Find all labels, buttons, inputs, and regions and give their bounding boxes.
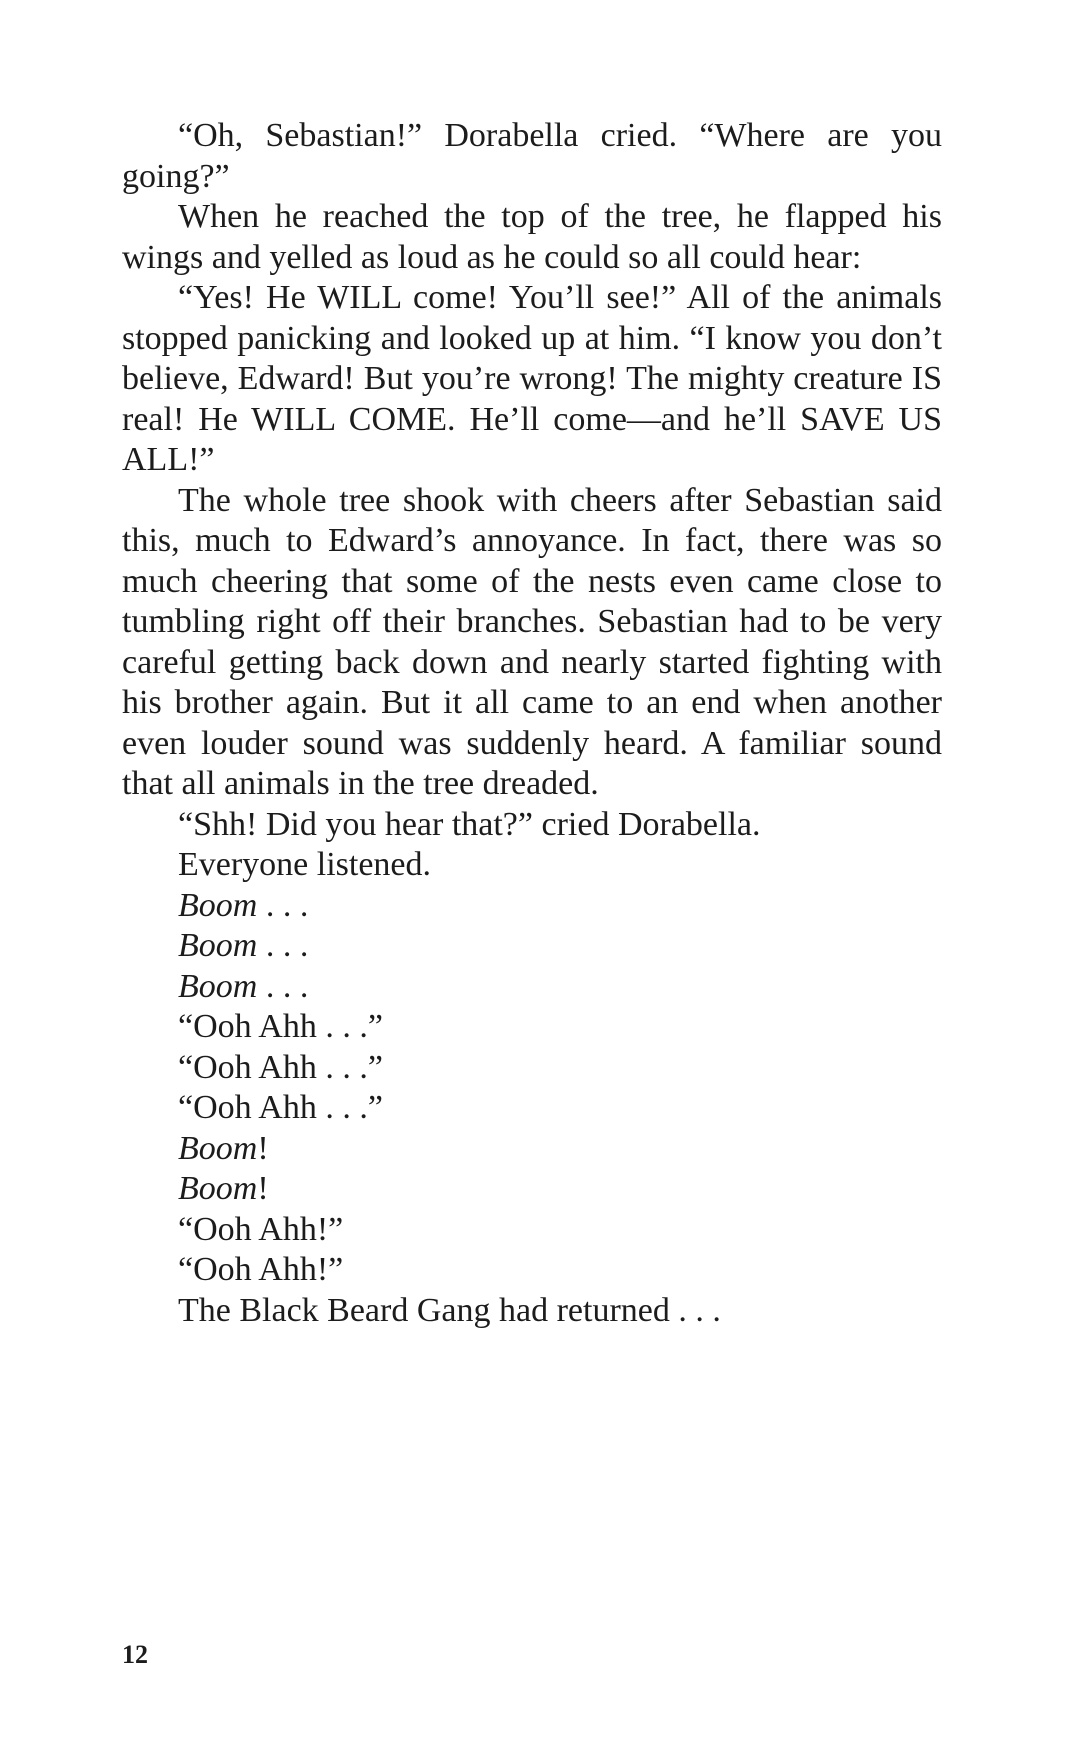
boom-ellipsis: . . . — [257, 927, 309, 964]
boom-ellipsis: . . . — [257, 886, 309, 924]
line-ooh-ahh-5: “Ooh Ahh!” — [178, 1251, 344, 1288]
line-gang-returned: The Black Beard Gang had returned . . . — [178, 1291, 721, 1329]
paragraph-dorabella-cry: “Oh, Sebastian!” Dorabella cried. “Where are you going?” — [122, 117, 942, 195]
boom-word: Boom — [178, 1170, 258, 1207]
body-text — [122, 116, 942, 1331]
line-ooh-ahh-3: “Ooh Ahh . . .” — [178, 1089, 383, 1126]
line-shh: “Shh! Did you hear that?” cried Dorabella. — [178, 805, 761, 843]
paragraph-he-will-come: “Yes! He WILL come! You’ll see!” All of the animals stopped panicking and looked up at him. “I know you don’t believe, Edward! But you’re wrong! The mighty creature IS real! He WILL COME. He’ll come—and he’ll SAVE US ALL!” — [122, 279, 942, 478]
line-everyone-listened: Everyone listened. — [178, 846, 432, 883]
page-number: 12 — [122, 1640, 148, 1669]
boom-exclamation: ! — [257, 1129, 269, 1167]
line-ooh-ahh-2: “Ooh Ahh . . .” — [178, 1048, 383, 1086]
boom-word: Boom — [178, 927, 258, 964]
line-boom-1 — [122, 886, 942, 927]
line-boom-5 — [122, 1169, 942, 1210]
boom-exclamation: ! — [257, 1170, 269, 1207]
boom-ellipsis: . . . — [257, 967, 309, 1005]
line-ooh-ahh-4: “Ooh Ahh!” — [178, 1210, 344, 1248]
paragraph-tree-shook: The whole tree shook with cheers after Sebastian said this, much to Edward’s annoyance. In fact, there was so much cheering that some of the nests even came close to tumbling right off their branches. Sebastian had to be very careful getting back down and nearly started fighting with his brother again. But it all came to an end when another even louder sound was suddenly heard. A familiar sound that all animals in the tree dreaded. — [122, 481, 942, 802]
line-boom-2 — [122, 926, 942, 967]
boom-word: Boom — [178, 886, 258, 924]
paragraph-tree-top: When he reached the top of the tree, he flapped his wings and yelled as loud as he could so all could hear: — [122, 198, 942, 276]
boom-word: Boom — [178, 967, 258, 1005]
line-boom-3 — [122, 967, 942, 1008]
line-ooh-ahh-1: “Ooh Ahh . . .” — [178, 1008, 383, 1045]
line-boom-4 — [122, 1129, 942, 1170]
boom-word: Boom — [178, 1129, 258, 1167]
